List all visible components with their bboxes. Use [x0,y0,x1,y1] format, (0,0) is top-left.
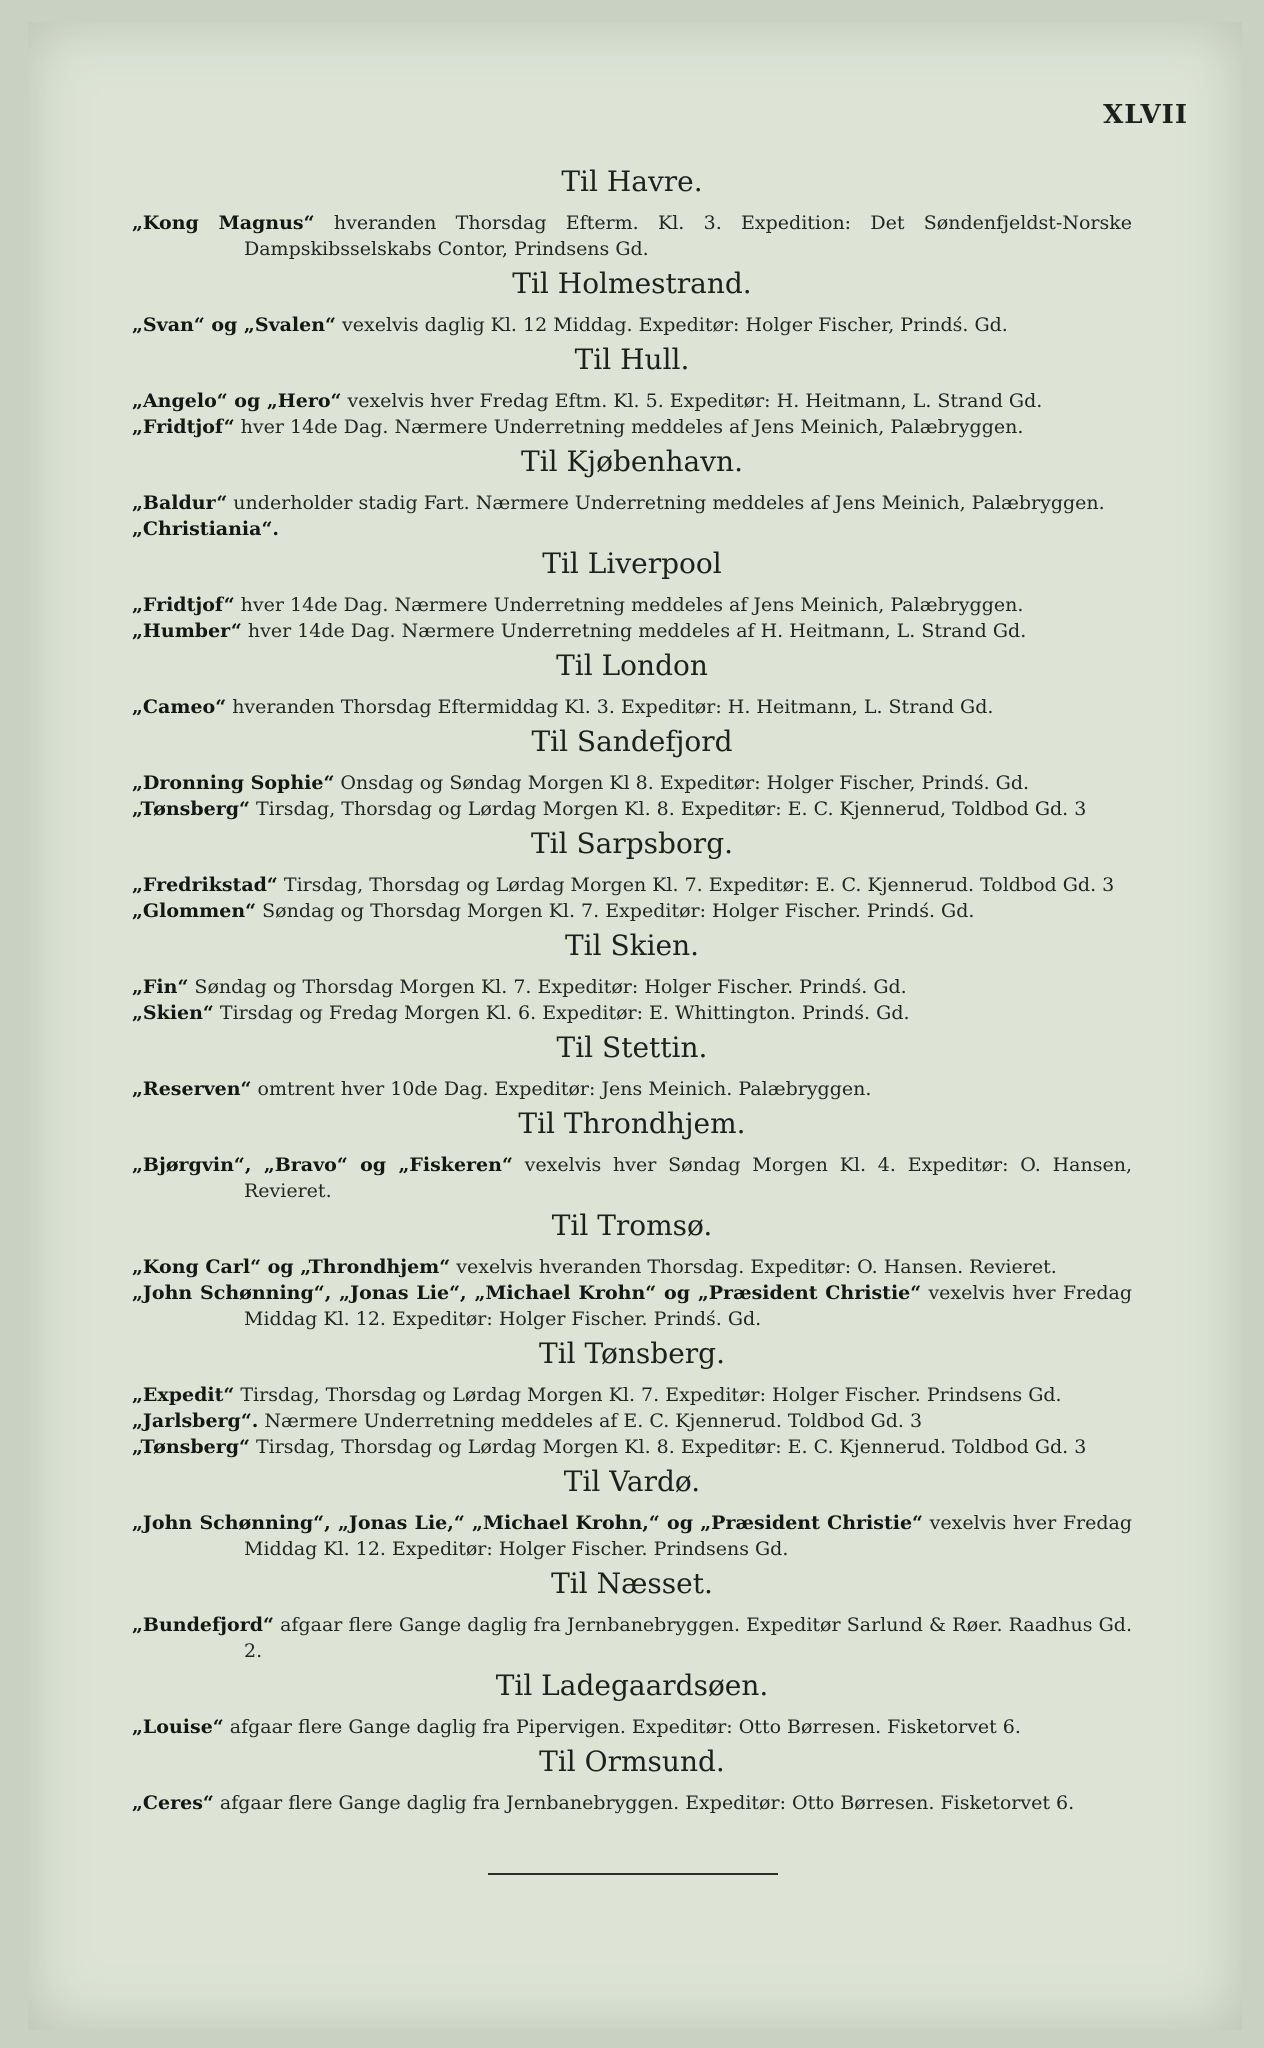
ship-name: „Christiania“. [132,518,279,540]
schedule-text: afgaar flere Gange daglig fra Pipervigen. Expeditør: Otto Børresen. Fisketorvet 6. [223,1716,1021,1738]
ship-entry [132,388,1132,414]
schedule-text: vexelvis hver Fredag Middag Kl. 12. Expeditør: Holger Fischer. Prindś. Gd. [244,1282,1133,1330]
destination-heading: Til Sandefjord [531,725,733,758]
schedule-text: hver 14de Dag. Nærmere Underretning meddeles af H. Heitmann, L. Strand Gd. [241,620,1027,642]
ship-name: „Tønsberg“ [132,1436,250,1458]
ship-entry [132,1790,1132,1816]
ship-name: „Kong Magnus“ [132,212,315,234]
destination-heading: Til Holmestrand. [512,267,752,300]
ship-name: „Cameo“ [132,696,227,718]
ship-entry [132,694,1132,720]
destination-section [132,166,1132,262]
ship-entry [132,1076,1132,1102]
destination-section [132,1210,1132,1332]
ship-entry [132,490,1132,516]
ship-name: „Bundefjord“ [132,1614,274,1636]
destination-heading: Til Næsset. [551,1567,713,1600]
destination-heading: Til Tromsø. [551,1209,713,1242]
ship-name: „Fridtjof“ [132,416,235,438]
ship-entry [132,872,1132,898]
ship-entry [132,618,1132,644]
destination-section [132,1032,1132,1102]
ship-entry [132,1280,1132,1332]
destination-section [132,1108,1132,1204]
schedule-text: Søndag og Thorsdag Morgen Kl. 7. Expeditør: Holger Fischer. Prindś. Gd. [188,976,907,998]
ship-name: „Angelo“ og „Hero“ [132,390,342,412]
ship-name: „Fridtjof“ [132,594,235,616]
destination-heading: Til Hull. [574,343,690,376]
schedule-text: vexelvis hver Fredag Eftm. Kl. 5. Expeditør: H. Heitmann, L. Strand Gd. [341,390,1043,412]
destination-heading: Til Kjøbenhavn. [521,445,743,478]
schedule-text: hveranden Thorsdag Efterm. Kl. 3. Expedition: Det Søndenfjeldst-Norske Dampskibsselskabs Contor, Prindsens Gd. [244,212,1132,260]
ship-entry [132,592,1132,618]
ship-entry [132,210,1132,262]
destination-heading: Til Ormsund. [539,1745,725,1778]
schedule-text: vexelvis hver Søndag Morgen Kl. 4. Expeditør: O. Hansen, Revieret. [244,1154,1132,1202]
destination-section [132,650,1132,720]
destination-section [132,344,1132,440]
destination-heading: Til Tønsberg. [539,1337,725,1370]
schedule-text: underholder stadig Fart. Nærmere Underretning meddeles af Jens Meinich, Palæbryggen. [227,492,1105,514]
ship-name: „John Schønning“, „Jonas Lie,“ „Michael Krohn,“ og „Præsident Christie“ [132,1512,923,1534]
ship-entry [132,1254,1132,1280]
destination-heading: Til Throndhjem. [518,1107,746,1140]
ship-name: „Fredrikstad“ [132,874,278,896]
destination-heading: Til Stettin. [556,1031,708,1064]
schedule-text: vexelvis daglig Kl. 12 Middag. Expeditør: Holger Fischer, Prindś. Gd. [335,314,1008,336]
destination-section [132,1568,1132,1664]
ship-name: „Skien“ [132,1002,214,1024]
destination-heading: Til Skien. [564,929,700,962]
destination-heading: Til Ladegaardsøen. [495,1669,769,1702]
ship-name: „Dronning Sophie“ [132,772,335,794]
schedule-text: Tirsdag og Fredag Morgen Kl. 6. Expeditør: E. Whittington. Prindś. Gd. [213,1002,910,1024]
destination-section [132,1338,1132,1460]
destination-heading: Til Havre. [561,165,703,198]
schedule-text: Onsdag og Søndag Morgen Kl 8. Expeditør: Holger Fischer, Prindś. Gd. [334,772,1030,794]
schedule-text: omtrent hver 10de Dag. Expeditør: Jens Meinich. Palæbryggen. [251,1078,872,1100]
timetable-content [132,160,1132,1816]
schedule-text: Tirsdag, Thorsdag og Lørdag Morgen Kl. 8. Expeditør: E. C. Kjennerud. Toldbod Gd. 3 [249,1436,1087,1458]
schedule-text: afgaar flere Gange daglig fra Jernbanebryggen. Expeditør Sarlund & Røer. Raadhus Gd. 2. [244,1614,1132,1662]
schedule-text: Nærmere Underretning meddeles af E. C. Kjennerud. Toldbod Gd. 3 [258,1410,923,1432]
page [28,22,1242,2030]
schedule-text: hver 14de Dag. Nærmere Underretning meddeles af Jens Meinich, Palæbryggen. [234,416,1024,438]
schedule-text: vexelvis hveranden Thorsdag. Expeditør: O. Hansen. Revieret. [450,1256,1057,1278]
ship-name: „Fin“ [132,976,189,998]
ship-entry [132,1434,1132,1460]
destination-section [132,726,1132,822]
ship-name: „Baldur“ [132,492,228,514]
page-number: XLVII [1103,100,1188,130]
destination-section [132,1746,1132,1816]
ship-entry [132,796,1132,822]
ship-entry [132,312,1132,338]
ship-name: „Kong Carl“ og „Throndhjem“ [132,1256,451,1278]
ship-entry [132,1714,1132,1740]
destination-heading: Til Vardø. [563,1465,701,1498]
schedule-text: hveranden Thorsdag Eftermiddag Kl. 3. Expeditør: H. Heitmann, L. Strand Gd. [226,696,994,718]
schedule-text: vexelvis hver Fredag Middag Kl. 12. Expeditør: Holger Fischer. Prindsens Gd. [244,1512,1132,1560]
destination-section [132,446,1132,542]
ship-name: „Expedit“ [132,1384,235,1406]
destination-section [132,828,1132,924]
ship-name: „Bjørgvin“, „Bravo“ og „Fiskeren“ [132,1154,513,1176]
ship-entry [132,770,1132,796]
ship-name: „Ceres“ [132,1792,214,1814]
ship-name: „Louise“ [132,1716,224,1738]
ship-entry [132,1612,1132,1664]
ship-entry [132,1408,1132,1434]
closing-rule [488,1873,778,1875]
ship-name: „Svan“ og „Svalen“ [132,314,336,336]
destination-section [132,930,1132,1026]
schedule-text: Tirsdag, Thorsdag og Lørdag Morgen Kl. 7. Expeditør: E. C. Kjennerud. Toldbod Gd. 3 [277,874,1115,896]
schedule-text: Tirsdag, Thorsdag og Lørdag Morgen Kl. 8. Expeditør: E. C. Kjennerud, Toldbod Gd. 3 [249,798,1087,820]
schedule-text: hver 14de Dag. Nærmere Underretning meddeles af Jens Meinich, Palæbryggen. [234,594,1024,616]
ship-name: „Jarlsberg“. [132,1410,259,1432]
ship-name: „Reserven“ [132,1078,252,1100]
ship-entry [132,1510,1132,1562]
destination-section [132,268,1132,338]
ship-entry [132,414,1132,440]
schedule-text: afgaar flere Gange daglig fra Jernbanebryggen. Expeditør: Otto Børresen. Fisketorvet 6. [213,1792,1075,1814]
ship-name: „Glommen“ [132,900,257,922]
ship-entry [132,974,1132,1000]
schedule-text: Tirsdag, Thorsdag og Lørdag Morgen Kl. 7. Expeditør: Holger Fischer. Prindsens Gd. [234,1384,1062,1406]
ship-name: „John Schønning“, „Jonas Lie“, „Michael Krohn“ og „Præsident Christie“ [132,1282,922,1304]
ship-entry [132,1382,1132,1408]
destination-heading: Til Liverpool [542,547,722,580]
ship-entry [132,516,1132,542]
ship-entry [132,1000,1132,1026]
schedule-text: Søndag og Thorsdag Morgen Kl. 7. Expeditør: Holger Fischer. Prindś. Gd. [256,900,975,922]
destination-section [132,1670,1132,1740]
destination-heading: Til London [556,649,708,682]
destination-heading: Til Sarpsborg. [530,827,734,860]
ship-entry [132,898,1132,924]
ship-entry [132,1152,1132,1204]
ship-name: „Tønsberg“ [132,798,250,820]
destination-section [132,1466,1132,1562]
destination-section [132,548,1132,644]
ship-name: „Humber“ [132,620,242,642]
